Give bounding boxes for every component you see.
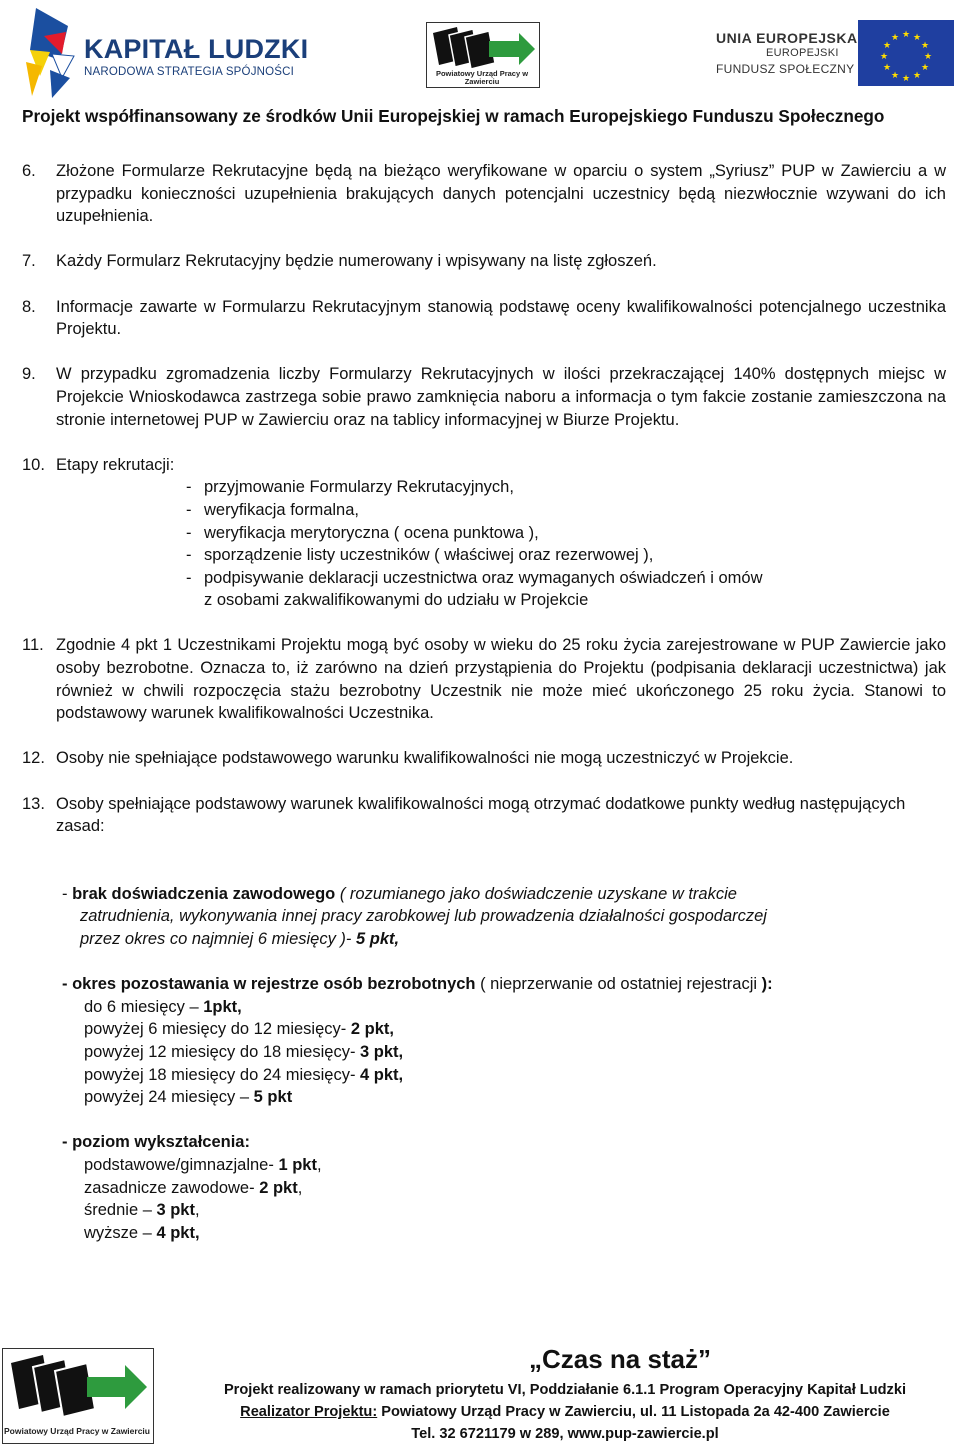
svg-text:★: ★ <box>923 52 933 62</box>
stage-dash: - <box>186 546 192 565</box>
row-points: 1pkt, <box>203 997 242 1016</box>
row-points: 1 pkt <box>278 1155 317 1174</box>
item-text: Złożone Formularze Rekrutacyjne będą na bieżąco weryfikowane w oparciu o system „Syriusz” PUP w Zawierciu a w przypadku konieczności uzupełnienia brakujących danych potencjalni uczestnicy będą niezwłocznie wzywani do ich uzupełnienia. <box>56 162 946 226</box>
stage-text: weryfikacja merytoryczna ( ocena punktowa ), <box>204 523 539 542</box>
criterion-row <box>62 1177 946 1200</box>
item-number: 6. <box>22 162 36 180</box>
svg-text:★: ★ <box>901 74 911 84</box>
item-number: 9. <box>22 365 36 384</box>
stage-row <box>186 567 946 590</box>
stage-row <box>186 589 946 612</box>
criterion-note: zatrudnienia, wykonywania innej pracy zarobkowej lub prowadzenia działalności gospodarczej <box>80 907 767 926</box>
svg-text:★: ★ <box>912 33 922 43</box>
criterion-title: - okres pozostawania w rejestrze osób bezrobotnych <box>62 975 476 994</box>
eu-subtitle-2: FUNDUSZ SPOŁECZNY <box>716 62 855 76</box>
svg-text:★: ★ <box>882 41 892 51</box>
svg-text:★: ★ <box>901 30 911 40</box>
stage-row <box>186 499 946 522</box>
item-text: Osoby spełniające podstawowy warunek kwalifikowalności mogą otrzymać dodatkowe punkty według następujących zasad: <box>56 794 906 836</box>
criterion-dash: - <box>62 884 73 903</box>
stage-text: podpisywanie deklaracji uczestnictwa oraz wymaganych oświadczeń i omów <box>204 568 763 587</box>
stage-dash: - <box>186 500 192 519</box>
criterion-row <box>62 1018 946 1041</box>
eu-flag-icon <box>858 20 954 86</box>
criterion-note: przez okres co najmniej 6 miesięcy )- <box>80 930 357 948</box>
svg-text:★: ★ <box>882 63 892 73</box>
list-item <box>22 634 946 724</box>
svg-text:★: ★ <box>920 41 930 51</box>
svg-text:★: ★ <box>879 52 889 62</box>
criterion-experience <box>62 883 946 951</box>
stage-row <box>186 522 946 545</box>
list-item <box>22 296 946 341</box>
criterion-points: 5 pkt, <box>356 930 400 948</box>
criterion-education <box>62 1131 946 1244</box>
criterion-row <box>62 996 946 1019</box>
row-points: 3 pkt <box>156 1201 195 1220</box>
footer-line-2 <box>170 1404 960 1420</box>
row-label: powyżej 18 miesięcy do 24 miesięcy- <box>84 1065 361 1084</box>
item-text: Etapy rekrutacji: <box>56 455 175 474</box>
row-label: podstawowe/gimnazjalne- <box>84 1155 279 1174</box>
criterion-row <box>62 1086 946 1109</box>
footer-line-3: Tel. 32 6721179 w 289, www.pup-zawiercie.pl <box>411 1426 719 1442</box>
criterion-row <box>62 1199 946 1222</box>
criterion-row <box>62 1041 946 1064</box>
list-item <box>22 363 946 431</box>
footer-realizator-label: Realizator Projektu: <box>240 1404 378 1420</box>
criterion-row <box>62 1222 946 1245</box>
row-suffix: , <box>194 1201 200 1220</box>
stage-row <box>186 544 946 567</box>
stage-dash: - <box>186 568 192 587</box>
criterion-row <box>62 1064 946 1087</box>
item-number: 11. <box>22 636 44 655</box>
row-points: 3 pkt, <box>360 1042 404 1061</box>
list-item <box>22 250 946 273</box>
stage-text: przyjmowanie Formularzy Rekrutacyjnych, <box>204 478 514 497</box>
eu-subtitle-1: EUROPEJSKI <box>766 47 839 59</box>
item-number: 7. <box>22 252 36 271</box>
regulations-content <box>22 160 946 1267</box>
svg-text:★: ★ <box>890 33 900 43</box>
row-label: powyżej 24 miesięcy – <box>84 1088 254 1107</box>
list-item <box>22 747 946 770</box>
item-text: Zgodnie 4 pkt 1 Uczestnikami Projektu mogą być osoby w wieku do 25 roku życia zarejestrowane w PUP Zawiercie jako osoby bezrobotne. Oznacza to, iż zarówno na dzień przystąpienia do Projektu (podpisania deklaracji uczestnictwa) jak również w chwili rozpoczęcia stażu bezrobotny Uczestnik nie może mieć ukończonego 25 roku życia. Stanowi to podstawowy warunek kwalifikowalności Uczestnika. <box>56 636 946 723</box>
kapital-ludzki-emblem-icon <box>22 6 88 98</box>
criterion-row <box>62 1154 946 1177</box>
stage-dash <box>186 589 204 612</box>
list-item <box>22 454 946 477</box>
svg-text:★: ★ <box>912 71 922 81</box>
item-text: Każdy Formularz Rekrutacyjny będzie numerowany i wpisywany na listę zgłoszeń. <box>56 252 657 271</box>
criterion-note-end: ): <box>761 975 773 994</box>
kapital-ludzki-subtitle: NARODOWA STRATEGIA SPÓJNOŚCI <box>84 66 295 78</box>
list-item <box>22 160 946 228</box>
row-label: powyżej 12 miesięcy do 18 miesięcy- <box>84 1042 361 1061</box>
stage-text: sporządzenie listy uczestników ( właściwej oraz rezerwowej ), <box>204 546 654 565</box>
row-label: wyższe – <box>84 1223 157 1242</box>
item-number: 12. <box>22 749 45 768</box>
row-label: do 6 miesięcy – <box>84 997 204 1016</box>
criterion-note: ( nieprzerwanie od ostatniej rejestracji <box>475 975 762 994</box>
row-label: powyżej 6 miesięcy do 12 miesięcy- <box>84 1020 351 1039</box>
kapital-ludzki-title: KAPITAŁ LUDZKI <box>84 34 309 64</box>
criterion-registration <box>62 973 946 1109</box>
pup-logo-footer-text: Powiatowy Urząd Pracy w Zawierciu <box>4 1426 150 1436</box>
stage-text: weryfikacja formalna, <box>204 500 359 519</box>
item-text: Osoby nie spełniające podstawowego warunku kwalifikowalności nie mogą uczestniczyć w Projekcie. <box>56 749 794 768</box>
pup-cards-arrow-icon <box>427 23 539 71</box>
svg-text:★: ★ <box>920 63 930 73</box>
footer-realizator-text: Powiatowy Urząd Pracy w Zawierciu, ul. 11 Listopada 2a 42-400 Zawiercie <box>377 1404 890 1420</box>
stage-dash: - <box>186 523 192 542</box>
footer-line-1: Projekt realizowany w ramach priorytetu VI, Poddziałanie 6.1.1 Program Operacyjny Kapitał Ludzki <box>223 1382 907 1398</box>
row-points: 4 pkt, <box>360 1065 404 1084</box>
stage-row <box>186 476 946 499</box>
recruitment-stages-list <box>186 476 946 612</box>
criterion-title: - poziom wykształcenia: <box>62 1133 250 1152</box>
svg-text:★: ★ <box>890 71 900 81</box>
item-number: 10. <box>22 455 45 474</box>
criterion-note: ( rozumianego jako doświadczenie uzyskane w trakcie <box>335 884 737 903</box>
criterion-title: brak doświadczenia zawodowego <box>72 884 336 903</box>
eu-title: UNIA EUROPEJSKA <box>716 30 858 46</box>
item-number: 13. <box>22 794 45 813</box>
project-cofinancing-line: Projekt współfinansowany ze środków Unii Europejskiej w ramach Europejskiego Funduszu Społecznego <box>22 106 885 126</box>
row-points: 2 pkt <box>259 1178 298 1197</box>
stage-text: z osobami zakwalifikowanymi do udziału w Projekcie <box>204 591 589 610</box>
list-item <box>22 793 946 838</box>
row-label: średnie – <box>84 1201 157 1220</box>
row-points: 4 pkt, <box>156 1223 200 1242</box>
row-points: 5 pkt <box>253 1088 293 1107</box>
row-points: 2 pkt, <box>350 1020 394 1039</box>
pup-logo-top-text: Powiatowy Urząd Pracy w Zawierciu <box>435 69 529 86</box>
row-label: zasadnicze zawodowe- <box>84 1178 260 1197</box>
points-criteria <box>62 883 946 1245</box>
pup-cards-arrow-icon <box>3 1349 153 1425</box>
item-number: 8. <box>22 297 36 316</box>
row-suffix: , <box>297 1178 303 1197</box>
item-text: Informacje zawarte w Formularzu Rekrutacyjnym stanowią podstawę oceny kwalifikowalności potencjalnego uczestnika Projektu. <box>56 297 946 339</box>
stage-dash: - <box>186 478 192 497</box>
row-suffix: , <box>316 1155 322 1174</box>
item-text: W przypadku zgromadzenia liczby Formularzy Rekrutacyjnych w ilości przekraczającej 140% dostępnych miejsc w Projekcie Wnioskodawca zastrzega sobie prawo zamknięcia naboru a informacja o tym fakcie zostanie zamieszczona na stronie internetowej PUP w Zawierciu oraz na tablicy informacyjnej w Biurze Projektu. <box>56 365 946 429</box>
project-name: „Czas na staż” <box>528 1344 712 1374</box>
